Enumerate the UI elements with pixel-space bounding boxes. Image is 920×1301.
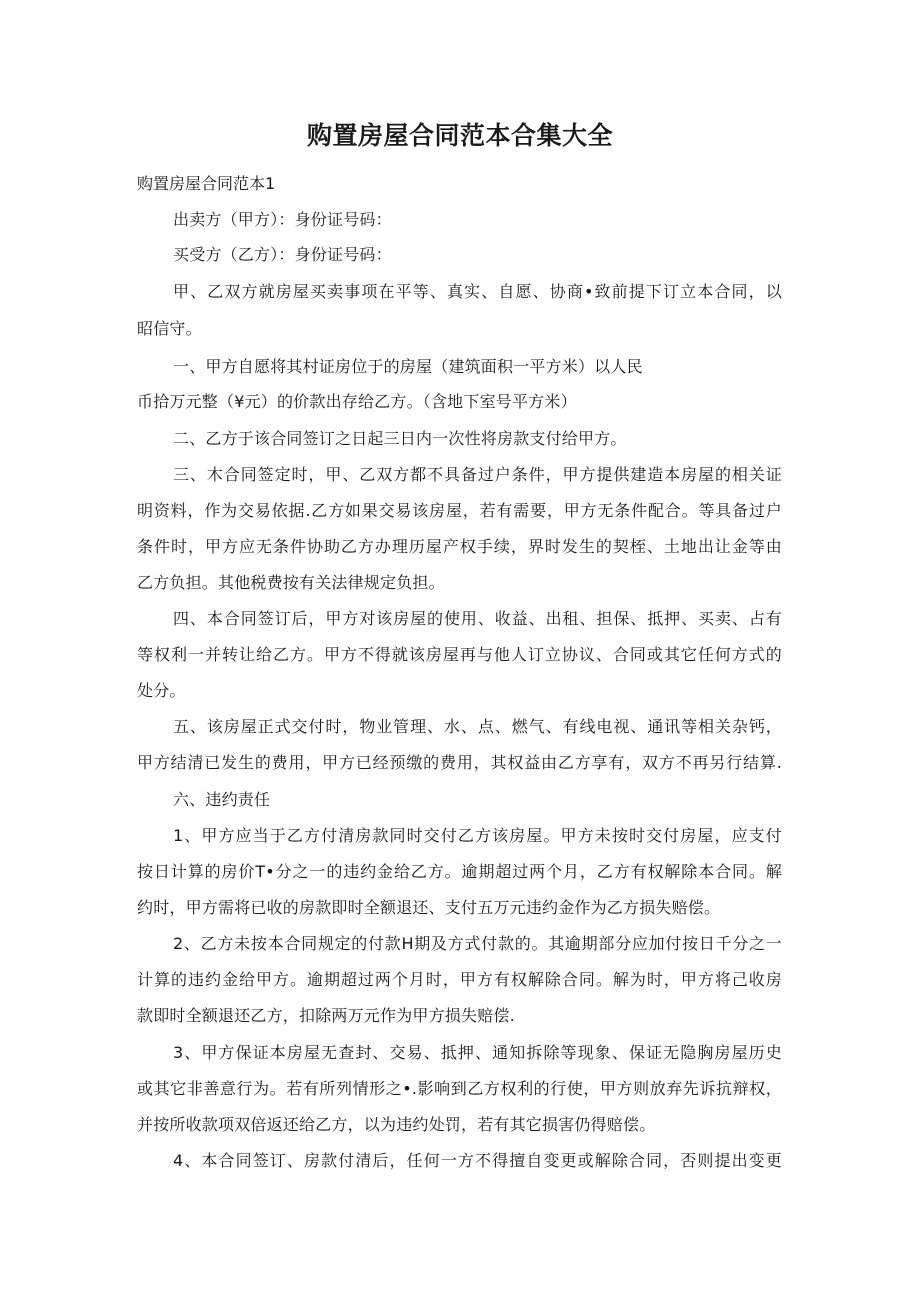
clause-6-3-line-3: 并按所收款项双倍返还给乙方，以为违约处罚，若有其它损害仍得赔偿。 [137,1115,656,1134]
document-title: 购置房屋合同范本合集大全 [306,121,613,150]
clause-6-1-line-1: 1、甲方应当于乙方付清房款同时交付乙方该房屋。甲方未按时交付房屋，应支付 [173,826,782,845]
preamble-line-1: 甲、乙双方就房屋买卖事项在平等、真实、自愿、协商•致前提下订立本合同，以 [173,282,782,301]
section-heading: 购置房屋合同范本1 [137,174,276,193]
seller-line: 出卖方（甲方）：身份证号码： [173,210,392,229]
clause-6-2-line-2: 计算的违约金给甲方。逾期超过两个月时，甲方有权解除合同。解为时，甲方将己收房 [137,970,782,989]
buyer-line: 买受方（乙方）：身份证号码： [173,245,392,264]
clause-6-3-line-2: 或其它非善意行为。若有所列情形之•.影响到乙方权利的行使，甲方则放弃先诉抗辩权， [137,1079,782,1098]
clause-3-line-1: 三、木合同签定时，甲、乙双方都不具备过户条件，甲方提供建造本房屋的相关证 [173,465,782,484]
clause-3-line-4: 乙方负担。其他税费按有关法律规定负担。 [137,573,445,592]
clause-6-1-line-2: 按日计算的房价T•分之一的违约金给乙方。逾期超过两个月，乙方有权解除本合同。解 [137,862,782,881]
clause-6-3-line-1: 3、甲方保证本房屋无查封、交易、抵押、通知拆除等现象、保证无隐胸房屋历史 [173,1043,782,1062]
clause-4-line-3: 处分。 [137,681,186,700]
clause-5-line-2: 甲方结清已发生的费用，甲方已经预缴的费用，其权益由乙方享有，双方不再另行结算. [137,753,782,772]
clause-1-line-1: 一、甲方自愿将其村证房位于的房屋（建筑面积一平方米）以人民 [173,357,643,376]
clause-6-1-line-3: 约时，甲方需将已收的房款即时全额退还、支付五万元违约金作为乙方损失赔偿。 [137,898,721,917]
clause-3-line-2: 明资料，作为交易依据.乙方如果交易该房屋，若有需要，甲方无条件配合。等具备过户 [137,501,782,520]
preamble-line-2: 昭信守。 [137,319,202,338]
clause-6-4-line-1: 4、本合同签订、房款付清后，任何一方不得擅自变更或解除合同，否则提出变更 [173,1151,782,1170]
clause-4-line-1: 四、本合同签订后，甲方对该房屋的使用、收益、出租、担保、抵押、买卖、占有 [173,609,782,628]
clause-2-line-1: 二、乙方于该合同签订之日起三日内一次性将房款支付给甲方。 [173,429,627,448]
clause-1-line-2: 币拾万元整（¥元）的价款出存给乙方。（含地下室号平方米） [137,392,577,411]
clause-6-2-line-3: 款即时全额退还乙方，扣除两万元作为甲方损失赔偿. [137,1006,515,1025]
clause-3-line-3: 条件时，甲方应无条件协助乙方办理历屋产权手续，界时发生的契桎、土地出让金等由 [137,537,782,556]
clause-5-line-1: 五、该房屋正式交付时，物业管理、水、点、燃气、有线电视、通讯等相关杂钙， [173,717,782,736]
clause-6-heading: 六、违约责任 [173,790,271,809]
clause-6-2-line-1: 2、乙方未按本合同规定的付款H期及方式付款的。其逾期部分应加付按日千分之一 [173,934,782,953]
clause-4-line-2: 等权利一并转让给乙方。甲方不得就该房屋再与他人订立协议、合同或其它任何方式的 [137,645,782,664]
